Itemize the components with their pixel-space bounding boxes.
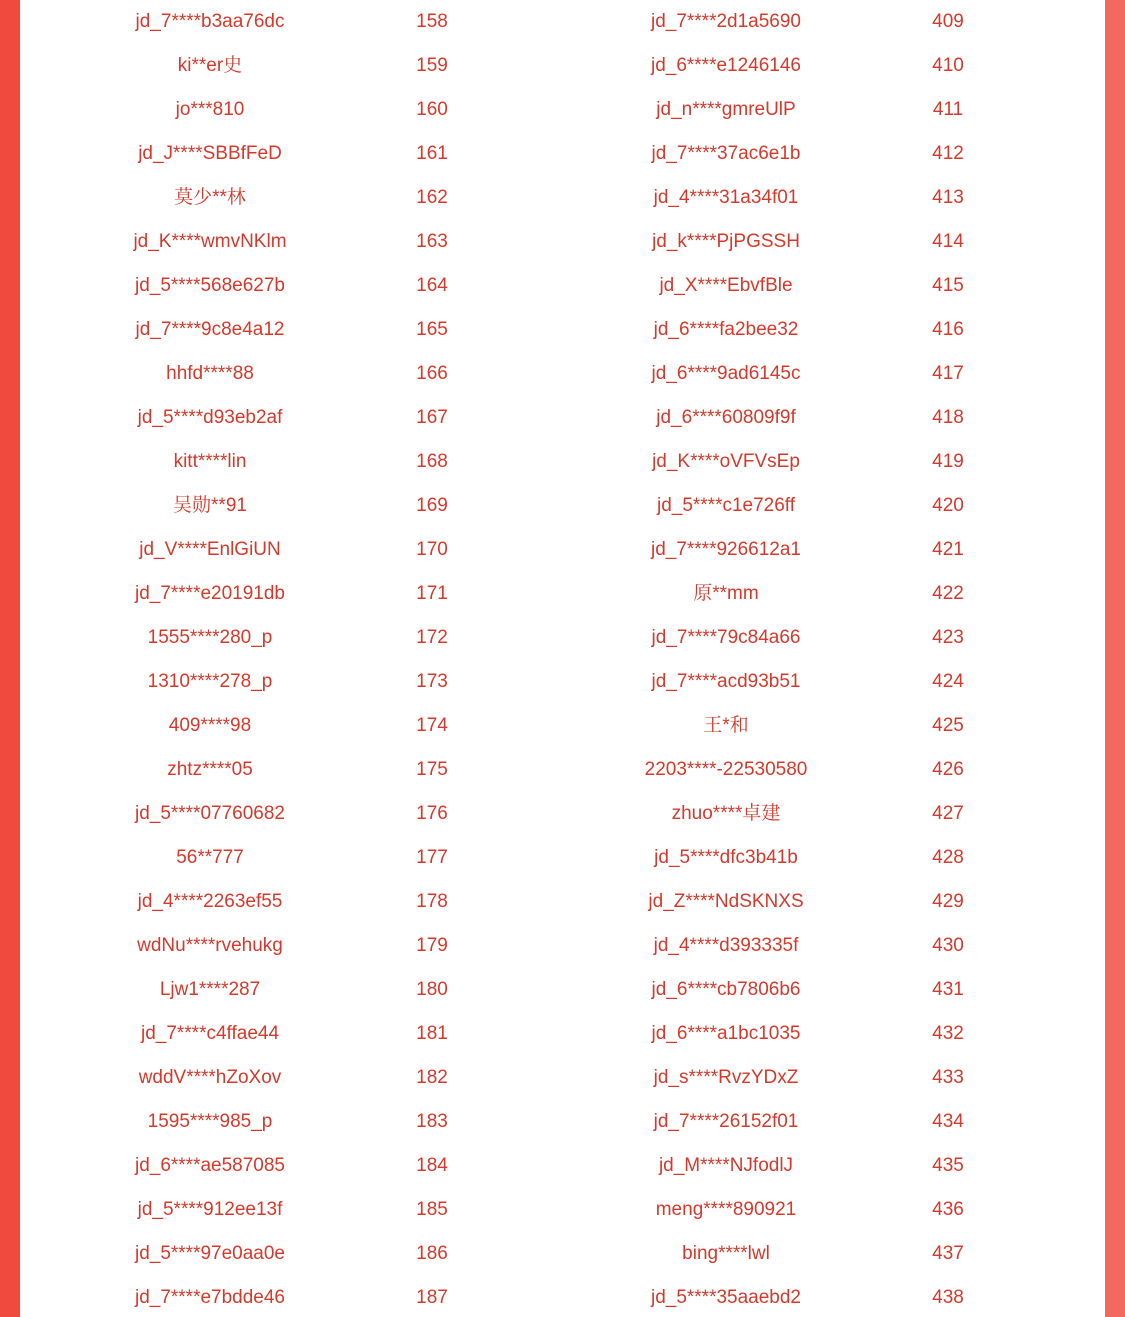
left-user-name: wdNu****rvehukg — [137, 935, 283, 956]
table-row — [20, 616, 1105, 660]
left-user-name: jd_7****e7bdde46 — [134, 1287, 286, 1308]
left-rank-number: 178 — [416, 891, 448, 912]
left-user-name: jd_6****ae587085 — [134, 1155, 286, 1176]
right-user-name: jd_7****37ac6e1b — [651, 143, 801, 164]
left-rank-number: 184 — [416, 1155, 448, 1176]
table-row — [20, 792, 1105, 836]
left-rank-number: 185 — [416, 1199, 448, 1220]
right-rank-number: 433 — [932, 1067, 964, 1088]
table-row — [20, 1188, 1105, 1232]
left-rank-number: 160 — [416, 99, 448, 120]
table-row — [20, 352, 1105, 396]
left-rank-number: 161 — [416, 143, 448, 164]
right-user-name: zhuo****卓建 — [671, 803, 781, 824]
left-user-name: jd_7****e20191db — [134, 583, 286, 604]
left-user-name: wddV****hZoXov — [138, 1067, 282, 1088]
winners-list-panel — [20, 0, 1105, 1317]
right-user-name: jd_5****dfc3b41b — [654, 847, 798, 868]
right-user-name: jd_6****60809f9f — [656, 407, 796, 428]
right-user-name: 王*和 — [703, 715, 749, 736]
table-row — [20, 220, 1105, 264]
table-row — [20, 396, 1105, 440]
left-user-name: jd_J****SBBfFeD — [138, 143, 282, 164]
right-rank-number: 430 — [932, 935, 964, 956]
right-rank-number: 438 — [932, 1287, 964, 1308]
table-row — [20, 264, 1105, 308]
left-red-border — [0, 0, 20, 1317]
left-rank-number: 168 — [416, 451, 448, 472]
left-rank-number: 167 — [416, 407, 448, 428]
right-user-name: meng****890921 — [655, 1199, 797, 1220]
table-row — [20, 1232, 1105, 1276]
left-rank-number: 171 — [416, 583, 448, 604]
right-user-name: jd_6****a1bc1035 — [651, 1023, 801, 1044]
left-user-name: jd_V****EnlGiUN — [139, 539, 281, 560]
left-user-name: jd_K****wmvNKlm — [133, 231, 287, 252]
right-rank-number: 418 — [932, 407, 964, 428]
table-row — [20, 88, 1105, 132]
table-row — [20, 528, 1105, 572]
left-user-name: jd_7****b3aa76dc — [135, 11, 285, 32]
left-rank-number: 177 — [416, 847, 448, 868]
right-user-name: jd_X****EbvfBle — [659, 275, 793, 296]
left-user-name: jd_4****2263ef55 — [137, 891, 283, 912]
left-rank-number: 174 — [416, 715, 448, 736]
right-user-name: jd_7****926612a1 — [650, 539, 802, 560]
left-rank-number: 165 — [416, 319, 448, 340]
right-rank-number: 427 — [932, 803, 964, 824]
left-user-name: hhfd****88 — [166, 363, 254, 384]
right-rank-number: 422 — [932, 583, 964, 604]
left-rank-number: 176 — [416, 803, 448, 824]
left-rank-number: 179 — [416, 935, 448, 956]
left-user-name: 409****98 — [168, 715, 252, 736]
right-rank-number: 414 — [932, 231, 964, 252]
left-user-name: 1595****985_p — [147, 1111, 273, 1132]
left-user-name: kitt****lin — [173, 451, 247, 472]
right-user-name: jd_7****2d1a5690 — [650, 11, 802, 32]
left-user-name: jd_5****07760682 — [134, 803, 286, 824]
right-user-name: 2203****-22530580 — [644, 759, 808, 780]
table-row — [20, 1100, 1105, 1144]
left-rank-number: 169 — [416, 495, 448, 516]
left-user-name: 1310****278_p — [147, 671, 273, 692]
table-row — [20, 748, 1105, 792]
table-row — [20, 880, 1105, 924]
table-row — [20, 704, 1105, 748]
right-user-name: jd_7****26152f01 — [653, 1111, 799, 1132]
right-rank-number: 415 — [932, 275, 964, 296]
right-rank-number: 409 — [932, 11, 964, 32]
right-rank-number: 420 — [932, 495, 964, 516]
right-user-name: jd_n****gmreUlP — [656, 99, 796, 120]
table-row — [20, 440, 1105, 484]
left-user-name: jd_5****568e627b — [134, 275, 286, 296]
table-row — [20, 836, 1105, 880]
table-row — [20, 44, 1105, 88]
right-rank-number: 432 — [932, 1023, 964, 1044]
left-rank-number: 186 — [416, 1243, 448, 1264]
right-rank-number: 423 — [932, 627, 964, 648]
right-rank-number: 417 — [932, 363, 964, 384]
left-user-name: 莫少**林 — [174, 187, 246, 208]
left-rank-number: 158 — [416, 11, 448, 32]
right-user-name: jd_k****PjPGSSH — [652, 231, 800, 252]
right-user-name: jd_4****31a34f01 — [653, 187, 799, 208]
table-row — [20, 1056, 1105, 1100]
table-row — [20, 484, 1105, 528]
left-rank-number: 180 — [416, 979, 448, 1000]
left-rank-number: 183 — [416, 1111, 448, 1132]
right-red-border — [1105, 0, 1125, 1317]
right-rank-number: 425 — [932, 715, 964, 736]
winners-table — [20, 0, 1105, 1317]
left-rank-number: 187 — [416, 1287, 448, 1308]
left-user-name: jd_5****97e0aa0e — [134, 1243, 286, 1264]
table-row — [20, 0, 1105, 44]
left-rank-number: 175 — [416, 759, 448, 780]
right-rank-number: 412 — [932, 143, 964, 164]
table-row — [20, 968, 1105, 1012]
right-user-name: jd_7****79c84a66 — [651, 627, 801, 648]
right-rank-number: 410 — [932, 55, 964, 76]
table-row — [20, 572, 1105, 616]
right-rank-number: 437 — [932, 1243, 964, 1264]
right-user-name: jd_6****cb7806b6 — [651, 979, 801, 1000]
right-rank-number: 416 — [932, 319, 964, 340]
table-row — [20, 660, 1105, 704]
left-user-name: Ljw1****287 — [159, 979, 261, 1000]
left-rank-number: 170 — [416, 539, 448, 560]
left-rank-number: 164 — [416, 275, 448, 296]
left-rank-number: 172 — [416, 627, 448, 648]
right-user-name: jd_5****35aaebd2 — [650, 1287, 802, 1308]
left-user-name: jo***810 — [175, 99, 245, 120]
left-user-name: ki**er史 — [177, 55, 243, 76]
left-user-name: 56**777 — [176, 847, 244, 868]
table-row — [20, 308, 1105, 352]
right-user-name: jd_6****9ad6145c — [651, 363, 801, 384]
left-rank-number: 182 — [416, 1067, 448, 1088]
right-rank-number: 434 — [932, 1111, 964, 1132]
right-user-name: jd_K****oVFVsEp — [652, 451, 800, 472]
right-rank-number: 428 — [932, 847, 964, 868]
left-rank-number: 173 — [416, 671, 448, 692]
left-user-name: jd_5****d93eb2af — [137, 407, 283, 428]
table-row — [20, 132, 1105, 176]
right-user-name: bing****lwl — [682, 1243, 770, 1264]
right-rank-number: 435 — [932, 1155, 964, 1176]
right-rank-number: 424 — [932, 671, 964, 692]
right-user-name: jd_5****c1e726ff — [656, 495, 796, 516]
right-rank-number: 419 — [932, 451, 964, 472]
right-user-name: jd_4****d393335f — [653, 935, 799, 956]
left-user-name: 吴勋**91 — [173, 495, 247, 516]
left-rank-number: 162 — [416, 187, 448, 208]
table-row — [20, 1012, 1105, 1056]
left-rank-number: 163 — [416, 231, 448, 252]
table-row — [20, 1144, 1105, 1188]
table-row — [20, 176, 1105, 220]
table-row — [20, 924, 1105, 968]
left-user-name: 1555****280_p — [147, 627, 273, 648]
left-user-name: zhtz****05 — [167, 759, 253, 780]
left-rank-number: 159 — [416, 55, 448, 76]
left-user-name: jd_7****c4ffae44 — [140, 1023, 280, 1044]
left-user-name: jd_5****912ee13f — [137, 1199, 283, 1220]
right-user-name: jd_6****fa2bee32 — [653, 319, 799, 340]
right-rank-number: 413 — [932, 187, 964, 208]
right-user-name: jd_s****RvzYDxZ — [653, 1067, 799, 1088]
left-user-name: jd_7****9c8e4a12 — [135, 319, 285, 340]
right-rank-number: 426 — [932, 759, 964, 780]
left-rank-number: 166 — [416, 363, 448, 384]
left-rank-number: 181 — [416, 1023, 448, 1044]
right-user-name: 原**mm — [693, 583, 759, 604]
right-user-name: jd_6****e1246146 — [650, 55, 802, 76]
right-rank-number: 421 — [932, 539, 964, 560]
right-user-name: jd_Z****NdSKNXS — [648, 891, 804, 912]
right-user-name: jd_7****acd93b51 — [651, 671, 801, 692]
right-rank-number: 431 — [932, 979, 964, 1000]
right-rank-number: 411 — [932, 99, 964, 120]
table-row — [20, 1276, 1105, 1317]
right-rank-number: 429 — [932, 891, 964, 912]
right-rank-number: 436 — [932, 1199, 964, 1220]
right-user-name: jd_M****NJfodlJ — [658, 1155, 794, 1176]
